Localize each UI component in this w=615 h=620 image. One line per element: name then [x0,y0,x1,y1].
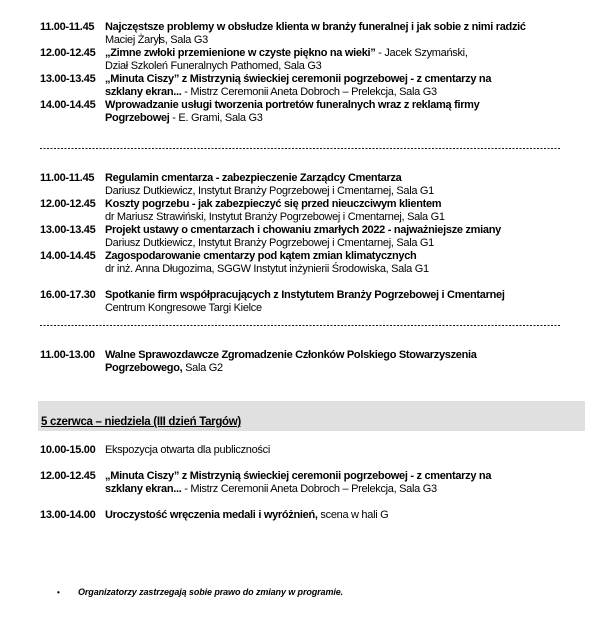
schedule-entry [40,224,615,250]
entry-time: 11.00-13.00 [40,349,95,361]
entry-text-segment: Walne Sprawozdawcze Zgromadzenie Członków Polskiego Stowarzyszenia [105,349,477,361]
entry-text-segment: Centrum Kongresowe Targi Kielce [105,302,262,314]
entry-text-segment: „Minuta Ciszy” z Mistrzynią świeckiej ceremonii pogrzebowej - z cmentarzy na [105,73,492,85]
entry-text-segment: - Mistrz Ceremonii Aneta Dobroch – Prelekcja, Sala G3 [181,86,437,98]
entry-text-segment: „Minuta Ciszy” z Mistrzynią świeckiej ceremonii pogrzebowej - z cmentarzy na [105,470,492,482]
entry-text-segment: Uroczystość wręczenia medali i wyróżnień, [105,509,318,521]
entry-first-line [40,73,615,86]
entry-text-segment: Koszty pogrzebu - jak zabezpieczyć się przed nieuczciwym klientem [105,198,442,210]
entry-time: 12.00-12.45 [40,47,96,59]
spacer [40,125,615,138]
entry-first-line [40,21,615,34]
schedule-entry [40,73,615,99]
day-header [38,401,585,431]
entry-text-segment: dr Mariusz Strawiński, Instytut Branży Pogrzebowej i Cmentarnej, Sala G1 [105,211,445,223]
entry-time: 13.00-14.00 [40,509,96,521]
entry-time: 14.00-14.45 [40,250,96,262]
entry-first-line [40,349,615,362]
entry-continuation-line [40,362,615,375]
entry-first-line [40,289,615,302]
bullet-icon: • [57,588,60,597]
entry-time: 13.00-13.45 [40,224,96,236]
schedule-entry [40,250,615,276]
schedule-entry [40,172,615,198]
schedule-entry [40,509,615,522]
spacer [40,388,615,401]
spacer [40,561,615,574]
entry-first-line [40,198,615,211]
entry-text-segment: szklany ekran... [105,86,182,98]
spacer [40,159,615,172]
entry-first-line [40,509,615,522]
entry-text-segment: Sala G2 [182,362,223,374]
spacer [40,375,615,388]
spacer [40,457,615,470]
spacer [40,548,615,561]
entry-text-segment: Projekt ustawy o cmentarzach i chowaniu zmarłych 2022 - najważniejsze zmiany [105,224,501,236]
entry-time: 13.00-13.45 [40,73,96,85]
entry-time: 12.00-12.45 [40,470,96,482]
schedule-entry [40,47,615,73]
spacer [40,496,615,509]
entry-first-line [40,250,615,263]
schedule-entry [40,349,615,375]
entry-text-segment: Dariusz Dutkiewicz, Instytut Branży Pogrzebowej i Cmentarnej, Sala G1 [105,237,434,249]
entry-text-segment: dr inż. Anna Długozima, SGGW Instytut inżynierii Środowiska, Sala G1 [105,263,429,275]
entry-text-segment: Maciej Żary [105,34,159,46]
entry-first-line [40,470,615,483]
entry-text-segment: „Zimne zwłoki przemienione w czyste piękno na wieki” [105,47,376,59]
schedule-entry [40,21,615,47]
entry-text-segment: - Mistrz Ceremonii Aneta Dobroch – Prelekcja, Sala G3 [181,483,437,495]
entry-continuation-line [40,483,615,496]
entry-time: 16.00-17.30 [40,289,96,301]
footnote [40,587,615,598]
schedule-entry [40,470,615,496]
entry-first-line [40,224,615,237]
entry-text-segment: Wprowadzanie usługi tworzenia portretów funeralnych wraz z reklamą firmy [105,99,480,111]
spacer [40,336,615,349]
entry-text-segment: s, Sala G3 [159,34,208,46]
entry-text-segment: scena w hali G [317,509,389,521]
entry-text-segment: Pogrzebowej [105,112,170,124]
entry-text-segment: Dariusz Dutkiewicz, Instytut Branży Pogrzebowej i Cmentarnej, Sala G1 [105,185,434,197]
entry-continuation-line [40,185,615,198]
entry-first-line [40,172,615,185]
entry-continuation-line [40,302,615,315]
separator-line [40,148,560,149]
entry-text-segment: Spotkanie firm współpracujących z Instytutem Branży Pogrzebowej i Cmentarnej [105,289,505,301]
entry-continuation-line [40,237,615,250]
entry-continuation-line [40,60,615,73]
separator-line [40,325,560,326]
entry-continuation-line [40,34,615,47]
entry-text-segment: Dział Szkoleń Funeralnych Pathomed, Sala G3 [105,60,322,72]
entry-continuation-line [40,112,615,125]
spacer [40,574,615,587]
footnote-text: Organizatorzy zastrzegają sobie prawo do zmiany w programie. [78,587,344,597]
schedule-entry [40,289,615,315]
entry-text-segment: Pogrzebowego, [105,362,183,374]
entry-time: 11.00-11.45 [40,21,95,33]
entry-first-line [40,99,615,112]
entry-first-line [40,47,615,60]
entry-text-segment: - E. Grami, Sala G3 [169,112,263,124]
entry-text-segment: Ekspozycja otwarta dla publiczności [105,444,270,456]
schedule-entry [40,99,615,125]
entry-continuation-line [40,263,615,276]
entry-time: 11.00-11.45 [40,172,95,184]
spacer [40,431,615,444]
entry-continuation-line [40,86,615,99]
entry-text-segment: Zagospodarowanie cmentarzy pod kątem zmian klimatycznych [105,250,417,262]
entry-text-segment: Regulamin cmentarza - zabezpieczenie Zarządcy Cmentarza [105,172,402,184]
entry-first-line [40,444,615,457]
spacer [40,535,615,548]
entry-text-segment: Najczęstsze problemy w obsłudze klienta w branży funeralnej i jak sobie z nimi radzić [105,21,526,33]
schedule-entry [40,444,615,457]
day-header-label: 5 czerwca – niedziela (III dzień Targów) [41,416,241,428]
spacer [40,276,615,289]
entry-time: 12.00-12.45 [40,198,96,210]
schedule-entry [40,198,615,224]
entry-text-segment: - Jacek Szymański, [375,47,468,59]
spacer [40,522,615,535]
entry-continuation-line [40,211,615,224]
entry-time: 14.00-14.45 [40,99,96,111]
entry-text-segment: szklany ekran... [105,483,182,495]
entry-time: 10.00-15.00 [40,444,96,456]
